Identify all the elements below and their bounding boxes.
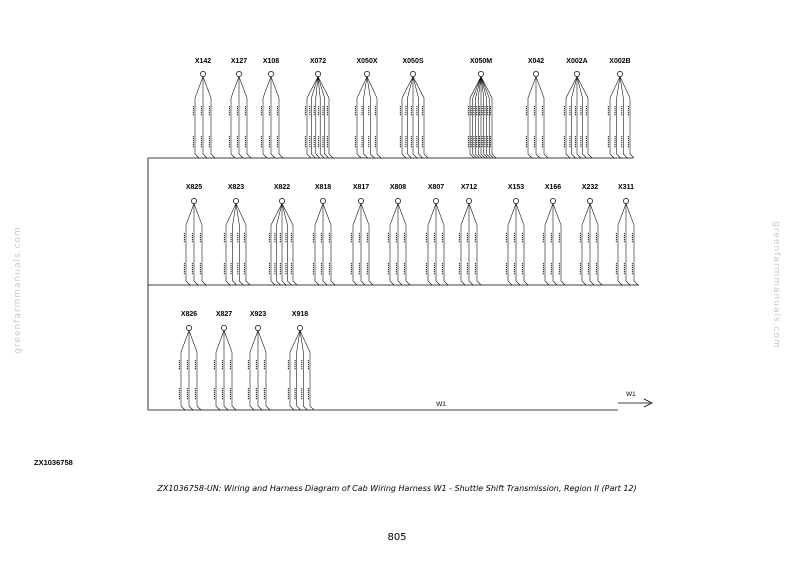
wire-line — [536, 77, 548, 158]
connector-label: X818 — [314, 184, 332, 191]
wire-line — [577, 77, 587, 158]
wire-line — [577, 77, 592, 158]
wire-line — [318, 77, 329, 158]
connector-pin-icon — [433, 198, 438, 203]
connector-x807 — [426, 184, 448, 285]
connector-pin-icon — [315, 71, 320, 76]
connector-label: X808 — [389, 184, 407, 191]
wire-line — [582, 204, 590, 285]
connector-x825 — [184, 184, 206, 285]
connector-label: X153 — [507, 184, 525, 191]
wire-line — [572, 77, 578, 158]
wire-line — [224, 331, 228, 410]
wire-line — [282, 204, 297, 285]
connector-label: X823 — [227, 184, 245, 191]
connector-pin-icon — [200, 71, 205, 76]
connector-x827 — [214, 311, 236, 410]
wire-line — [481, 77, 496, 158]
connector-x042 — [526, 58, 548, 158]
harness-trunk — [148, 158, 639, 410]
connector-x050m — [468, 58, 496, 158]
connector-label: X232 — [581, 184, 599, 191]
wire-line — [516, 204, 528, 285]
wire-line — [233, 204, 237, 285]
connector-x823 — [224, 184, 250, 285]
connector-label: X822 — [273, 184, 291, 191]
wire-line — [367, 77, 374, 158]
wire-line — [626, 204, 638, 285]
wire-line — [318, 77, 324, 158]
connector-x918 — [288, 311, 314, 410]
harness-arrow — [618, 399, 652, 407]
connector-pin-icon — [623, 198, 628, 203]
wire-line — [361, 204, 373, 285]
wire-line — [307, 77, 318, 158]
wire-line — [390, 204, 398, 285]
connector-pin-icon — [574, 71, 579, 76]
connector-pin-icon — [191, 198, 196, 203]
connector-x050s — [400, 58, 428, 158]
connector-label: X827 — [215, 311, 233, 318]
connector-x142 — [193, 58, 215, 158]
wire-line — [590, 204, 602, 285]
wire-line — [323, 204, 327, 285]
wire-line — [203, 77, 215, 158]
connector-label: X142 — [194, 58, 212, 65]
wire-line — [398, 204, 410, 285]
connector-label: X050M — [469, 58, 493, 65]
connector-pin-icon — [410, 71, 415, 76]
wire-line — [398, 204, 402, 285]
wire-line — [478, 77, 482, 158]
connector-x712 — [459, 184, 481, 285]
wire-line — [282, 204, 292, 285]
wire-line — [436, 204, 448, 285]
connector-label: X166 — [544, 184, 562, 191]
wire-line — [461, 204, 469, 285]
wire-line — [626, 204, 630, 285]
wire-line — [617, 77, 621, 158]
connector-label: X918 — [291, 311, 309, 318]
connector-pin-icon — [233, 198, 238, 203]
wire-line — [364, 77, 368, 158]
connector-pin-icon — [617, 71, 622, 76]
connector-label: X923 — [249, 311, 267, 318]
connector-x826 — [179, 311, 201, 410]
wire-line — [186, 204, 194, 285]
wire-line — [469, 204, 473, 285]
harness-w1-label: W1 — [436, 401, 446, 408]
wire-line — [263, 77, 271, 158]
wire-line — [194, 204, 206, 285]
connector-x311 — [616, 184, 638, 285]
connector-x108 — [261, 58, 283, 158]
wire-line — [297, 331, 301, 410]
connector-pin-icon — [395, 198, 400, 203]
connector-label: X712 — [460, 184, 478, 191]
connector-label: X127 — [230, 58, 248, 65]
connector-group — [179, 58, 638, 410]
connector-label: X050X — [356, 58, 378, 65]
connector-pin-icon — [587, 198, 592, 203]
wire-line — [413, 77, 423, 158]
wire-line — [428, 204, 436, 285]
connector-label: X002A — [566, 58, 588, 65]
wire-line — [528, 77, 536, 158]
connector-pin-icon — [236, 71, 241, 76]
watermark-left: greenfarmmanuals.com — [13, 226, 23, 354]
connector-label: X072 — [309, 58, 327, 65]
wire-line — [536, 77, 540, 158]
connector-label: X817 — [352, 184, 370, 191]
connector-pin-icon — [364, 71, 369, 76]
connector-x002b — [608, 58, 634, 158]
connector-pin-icon — [358, 198, 363, 203]
figure-id: ZX1036758 — [34, 458, 73, 467]
connector-label: X825 — [185, 184, 203, 191]
wire-line — [323, 204, 335, 285]
connector-label: X042 — [527, 58, 545, 65]
wire-line — [618, 204, 626, 285]
wire-line — [469, 204, 481, 285]
wire-line — [277, 204, 283, 285]
wire-line — [508, 204, 516, 285]
connector-label: X826 — [180, 311, 198, 318]
connector-x153 — [506, 184, 528, 285]
connector-pin-icon — [255, 325, 260, 330]
connector-x072 — [305, 58, 333, 158]
wire-line — [473, 77, 481, 158]
connector-pin-icon — [268, 71, 273, 76]
connector-pin-icon — [279, 198, 284, 203]
wire-line — [357, 77, 367, 158]
figure-caption: ZX1036758-UN: Wiring and Harness Diagram of Cab Wiring Harness W1 - Shuttle Shift Transmission, Region II (Part 12) — [157, 484, 637, 493]
connector-x232 — [580, 184, 602, 285]
connector-x002a — [564, 58, 592, 158]
connector-pin-icon — [320, 198, 325, 203]
wire-line — [231, 77, 239, 158]
wire-line — [516, 204, 520, 285]
connector-pin-icon — [221, 325, 226, 330]
wire-line — [195, 77, 203, 158]
wire-line — [226, 204, 236, 285]
connector-x818 — [313, 184, 335, 285]
connector-x817 — [351, 184, 373, 285]
connector-pin-icon — [297, 325, 302, 330]
wire-line — [236, 204, 243, 285]
wire-line — [239, 77, 251, 158]
wire-line — [239, 77, 243, 158]
wire-line — [545, 204, 553, 285]
connector-x127 — [229, 58, 251, 158]
connector-label: X311 — [618, 184, 634, 191]
wire-line — [271, 77, 283, 158]
wire-line — [300, 331, 307, 410]
wire-line — [194, 204, 198, 285]
connector-x808 — [388, 184, 410, 285]
connector-label: X002B — [609, 58, 631, 65]
connector-pin-icon — [466, 198, 471, 203]
connector-label: X807 — [427, 184, 445, 191]
wire-line — [271, 77, 275, 158]
wire-line — [353, 204, 361, 285]
wire-line — [553, 204, 557, 285]
wire-line — [361, 204, 365, 285]
connector-x166 — [543, 184, 565, 285]
wire-line — [610, 77, 620, 158]
connector-pin-icon — [533, 71, 538, 76]
wire-line — [315, 204, 323, 285]
wire-line — [436, 204, 440, 285]
harness-end-label: W1 — [626, 391, 636, 398]
page-number: 805 — [387, 532, 407, 543]
connector-label: X108 — [262, 58, 280, 65]
connector-label: X050S — [402, 58, 424, 65]
connector-x923 — [248, 311, 270, 410]
wire-line — [620, 77, 627, 158]
connector-x822 — [269, 184, 297, 285]
wire-line — [413, 77, 428, 158]
connector-pin-icon — [186, 325, 191, 330]
wire-line — [408, 77, 414, 158]
connector-x050x — [355, 58, 381, 158]
wire-line — [189, 331, 193, 410]
connector-pin-icon — [478, 71, 483, 76]
wire-line — [258, 331, 262, 410]
wire-line — [590, 204, 594, 285]
connector-pin-icon — [550, 198, 555, 203]
watermark-right: greenfarmmanuals.com — [771, 221, 781, 349]
wire-line — [203, 77, 207, 158]
connector-pin-icon — [513, 198, 518, 203]
wire-line — [553, 204, 565, 285]
